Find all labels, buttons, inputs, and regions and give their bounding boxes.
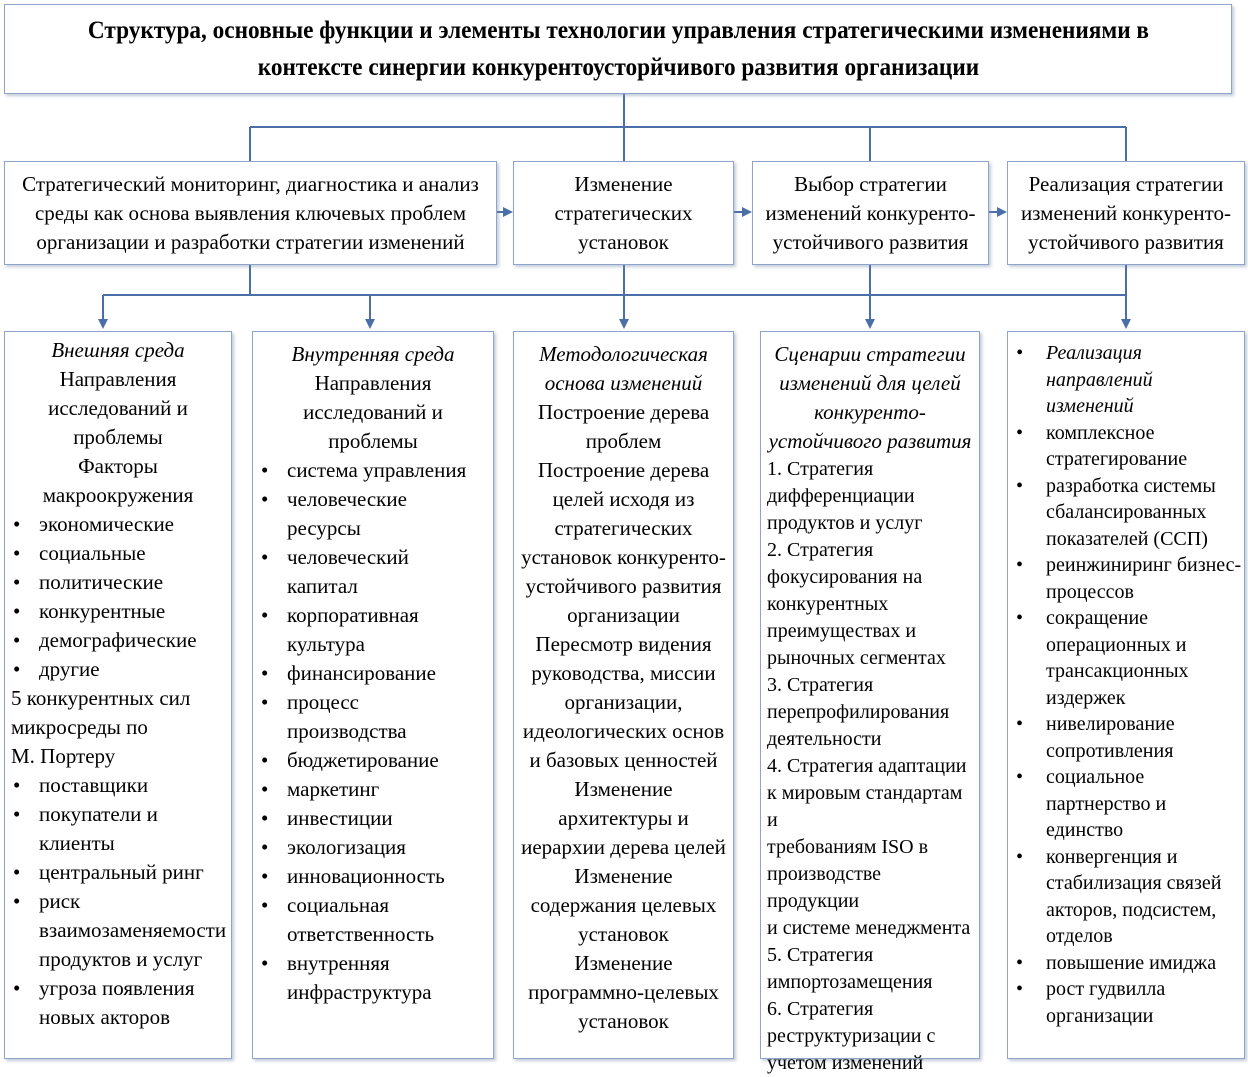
methodology-lines	[520, 398, 727, 1036]
stage-text-line: Стратегический мониторинг, диагностика и анализ	[22, 171, 479, 196]
scenario-lines	[767, 456, 973, 1077]
list-item: • инновационность	[259, 862, 487, 891]
list-item: • социальное партнерство и единство	[1014, 764, 1242, 844]
methodology-line: целей исходя из	[552, 487, 695, 511]
scenario-line: 1. Стратегия	[767, 458, 874, 480]
list-item: • риск взаимозаменяемости продуктов и услуг	[11, 887, 225, 974]
list-item: • нивелирование сопротивления	[1014, 711, 1242, 764]
methodology-line: программно-целевых	[528, 980, 719, 1004]
column-implementation	[1007, 331, 1245, 1059]
methodology-line: архитектуры и	[558, 806, 689, 830]
methodology-line: организации	[567, 603, 680, 627]
column-external-environment	[4, 331, 232, 1059]
methodology-line: установок конкуренто-	[521, 545, 726, 569]
list-item: • рост гудвилла организации	[1014, 976, 1242, 1029]
column-subheading: проблемы	[73, 425, 163, 449]
methodology-line: Пересмотр видения	[535, 632, 712, 656]
list-item: • другие	[11, 655, 225, 684]
list-item: • разработка системы сбалансированных показателей (ССП)	[1014, 473, 1242, 553]
methodology-line: иерархии дерева целей	[521, 835, 726, 859]
methodology-line: Изменение	[574, 864, 673, 888]
list-item: • инвестиции	[259, 804, 487, 833]
stage-text-line: устойчивого развития	[1028, 229, 1224, 254]
scenario-line: фокусирования на	[767, 566, 923, 588]
column-heading: Методологическая	[539, 342, 708, 366]
factors-heading: макроокружения	[42, 483, 194, 507]
internal-factors-list	[259, 456, 487, 1007]
methodology-line: Изменение	[574, 777, 673, 801]
column-heading: основа изменений	[544, 371, 703, 395]
column-heading: Внутренняя среда	[291, 342, 455, 366]
list-item: • демографические	[11, 626, 225, 655]
list-item: • экологизация	[259, 833, 487, 862]
column-subheading: Направления	[59, 367, 177, 391]
scenario-line: производстве продукции	[767, 863, 882, 912]
methodology-line: организации,	[564, 690, 683, 714]
stage-text-line: стратегических	[554, 200, 693, 225]
methodology-line: содержания целевых	[530, 893, 717, 917]
stage-text-line: устойчивого развития	[772, 229, 969, 254]
methodology-line: Построение дерева	[537, 400, 710, 424]
scenario-line: реструктуризации с	[767, 1025, 936, 1047]
column-heading: Внешняя среда	[51, 338, 185, 362]
diagram-title-line: Структура, основные функции и элементы технологии управления стратегическими изменениями в	[87, 17, 1149, 44]
scenario-line: деятельности	[767, 728, 882, 750]
list-item: • корпоративная культура	[259, 601, 487, 659]
stage-text-line: изменений конкуренто-	[765, 200, 976, 225]
scenario-line: импортозамещения	[767, 971, 933, 993]
stage-text-line: установок	[578, 229, 669, 254]
stage-monitoring	[4, 161, 497, 265]
column-subheading: исследований и	[303, 400, 443, 424]
column-internal-environment	[252, 331, 494, 1059]
list-item: • бюджетирование	[259, 746, 487, 775]
column-heading: изменений для целей	[779, 371, 961, 395]
list-item: • экономические	[11, 510, 225, 539]
column-subheading: Направления	[314, 371, 432, 395]
methodology-line: идеологических основ	[522, 719, 725, 743]
scenario-line: преимуществах и	[767, 620, 917, 642]
stage-strategy-choice	[752, 161, 989, 265]
list-item: • покупатели и клиенты	[11, 800, 225, 858]
methodology-line: установок	[578, 922, 669, 946]
diagram-title	[87, 12, 1148, 86]
scenario-line: конкурентных	[767, 593, 889, 615]
list-item: • человеческий капитал	[259, 543, 487, 601]
list-item: • социальная ответственность	[259, 891, 487, 949]
list-item: • система управления	[259, 456, 487, 485]
scenario-line: продуктов и услуг	[767, 512, 923, 534]
list-item: • комплексное стратегирование	[1014, 420, 1242, 473]
scenario-line: перепрофилирования	[767, 701, 950, 723]
porter-heading: 5 конкурентных сил	[11, 686, 191, 710]
list-item: • человеческие ресурсы	[259, 485, 487, 543]
list-item: • центральный ринг	[11, 858, 225, 887]
scenario-line: учетом изменений	[767, 1052, 924, 1074]
list-item: • конвергенция и стабилизация связей акторов, подсистем, отделов	[1014, 844, 1242, 950]
scenario-line: 5. Стратегия	[767, 944, 874, 966]
list-item: • социальные	[11, 539, 225, 568]
scenario-line: 6. Стратегия	[767, 998, 874, 1020]
methodology-line: руководства, миссии	[531, 661, 716, 685]
list-item: • политические	[11, 568, 225, 597]
column-subheading: проблемы	[328, 429, 418, 453]
scenario-line: к мировым стандартам и	[767, 782, 963, 831]
scenario-line: рыночных сегментах	[767, 647, 946, 669]
scenario-line: дифференциации	[767, 485, 915, 507]
column-heading: Сценарии стратегии	[774, 342, 966, 366]
stage-strategy-implementation	[1007, 161, 1245, 265]
list-item: • поставщики	[11, 771, 225, 800]
methodology-line: Построение дерева	[537, 458, 710, 482]
methodology-line: стратегических	[554, 516, 693, 540]
porter-forces-list	[11, 771, 225, 1032]
scenario-line: требованиям ISO в	[767, 836, 929, 858]
porter-heading: М. Портеру	[11, 744, 116, 768]
list-item: • процесс производства	[259, 688, 487, 746]
scenario-line: и системе менеджмента	[767, 917, 971, 939]
column-heading: конкуренто-	[814, 400, 926, 424]
stage-text-line: Изменение	[574, 171, 673, 196]
porter-heading: микросреды по	[11, 715, 148, 739]
list-item: • маркетинг	[259, 775, 487, 804]
list-item: • сокращение операционных и трансакционных издержек	[1014, 605, 1242, 711]
column-subheading: исследований и	[48, 396, 188, 420]
methodology-line: и базовых ценностей	[529, 748, 718, 772]
column-methodology	[513, 331, 734, 1059]
methodology-line: устойчивого развития	[525, 574, 722, 598]
diagram-title-line: контексте синергии конкурентоусторйчивого развития организации	[257, 54, 979, 81]
scenario-line: 3. Стратегия	[767, 674, 874, 696]
list-item: • конкурентные	[11, 597, 225, 626]
scenario-line: 2. Стратегия	[767, 539, 874, 561]
list-item: • внутренняя инфраструктура	[259, 949, 487, 1007]
methodology-line: Изменение	[574, 951, 673, 975]
methodology-line: установок	[578, 1009, 669, 1033]
methodology-line: проблем	[585, 429, 662, 453]
stage-change-settings	[513, 161, 734, 265]
list-item: • финансирование	[259, 659, 487, 688]
scenario-line: 4. Стратегия адаптации	[767, 755, 967, 777]
stage-text-line: среды как основа выявления ключевых проблем	[34, 200, 467, 225]
factors-heading: Факторы	[78, 454, 158, 478]
stage-text-line: организации и разработки стратегии изменений	[36, 229, 465, 254]
diagram-title-box	[4, 4, 1232, 94]
list-item: • повышение имиджа	[1014, 950, 1242, 977]
list-item: • реинжиниринг бизнес- процессов	[1014, 552, 1242, 605]
stage-text-line: изменений конкуренто-	[1020, 200, 1232, 225]
column-scenarios	[760, 331, 980, 1074]
list-item: • Реализация направлений изменений	[1014, 340, 1242, 420]
macro-factors-list	[11, 510, 225, 684]
implementation-list	[1014, 340, 1242, 1029]
column-heading: устойчивого развития	[768, 429, 972, 453]
list-item: • угроза появления новых акторов	[11, 974, 225, 1032]
stage-text-line: Выбор стратегии	[794, 171, 947, 196]
stage-text-line: Реализация стратегии	[1028, 171, 1224, 196]
